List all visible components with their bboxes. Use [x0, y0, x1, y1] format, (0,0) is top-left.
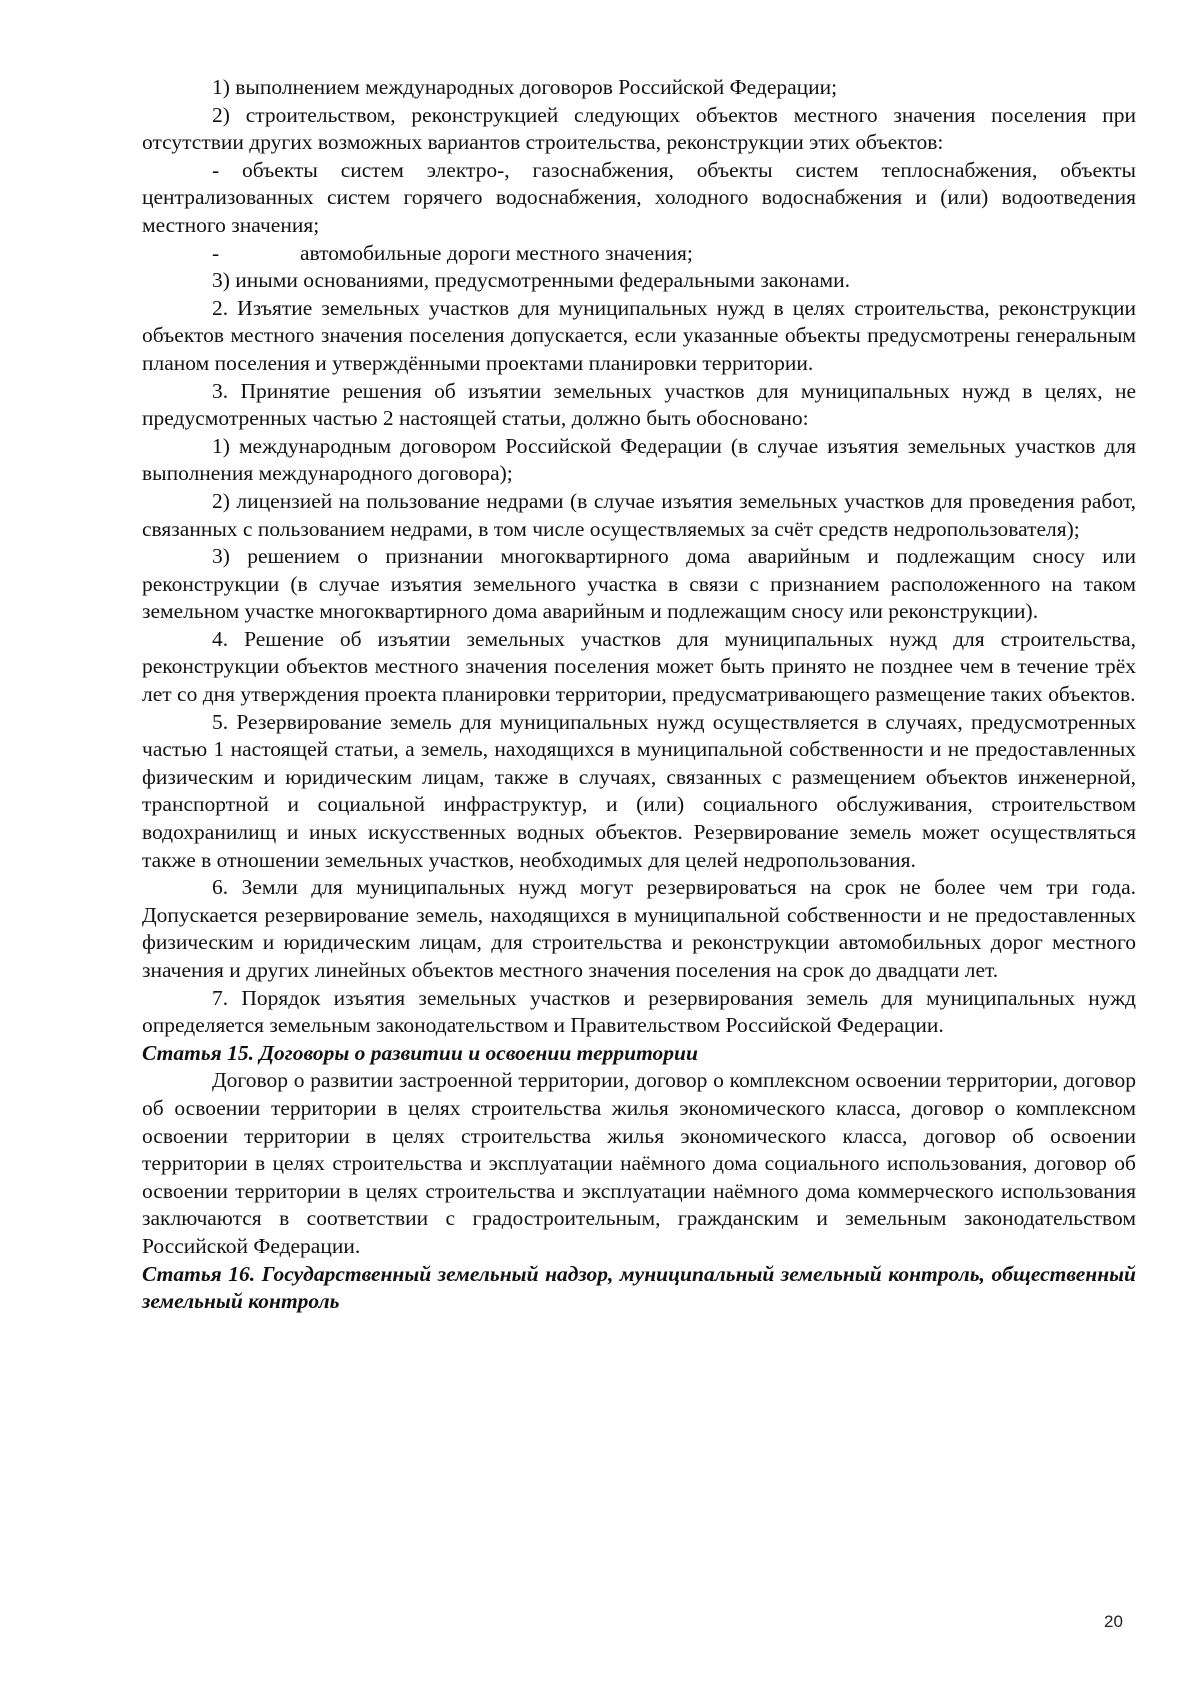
list-item: 2) лицензией на пользование недрами (в случае изъятия земельных участков для проведения работ, связанных с пользованием недрами, в том числе осуществляемых за счёт средств недропользователя);: [142, 488, 1136, 541]
article-15-heading: Статья 15. Договоры о развитии и освоении территории: [142, 1040, 698, 1065]
dash-marker: -: [212, 240, 220, 265]
list-item: 3) иными основаниями, предусмотренными федеральными законами.: [212, 268, 850, 293]
list-item: 3) решением о признании многоквартирного дома аварийным и подлежащим сносу или реконструкции (в случае изъятия земельного участка в связи с признанием расположенного на таком земельном участке многоквартирного дома аварийным и подлежащим сносу или реконструкции).: [142, 544, 1136, 624]
list-item: 1) международным договором Российской Федерации (в случае изъятия земельных участков для выполнения международного договора);: [142, 433, 1136, 486]
list-item: [142, 240, 1136, 268]
paragraph: 5. Резервирование земель для муниципальных нужд осуществляется в случаях, предусмотренных частью 1 настоящей статьи, а земель, находящихся в муниципальной собственности и не предоставленных физическим и юридическим лицам, также в случаях, связанных с размещением объектов инженерной, транспортной и социальной инфраструктур, и (или) социального обслуживания, строительством водохранилищ и иных искусственных водных объектов. Резервирование земель может осуществляться также в отношении земельных участков, необходимых для целей недропользования.: [142, 709, 1136, 872]
document-body: [142, 74, 1136, 1316]
list-item-text: автомобильные дороги местного значения;: [300, 240, 693, 265]
paragraph: 6. Земли для муниципальных нужд могут резервироваться на срок не более чем три года. Допускается резервирование земель, находящихся в муниципальной собственности и не предоставленных физическим и юридическим лицам, для строительства и реконструкции автомобильных дорог местного значения и других линейных объектов местного значения поселения на срок до двадцати лет.: [142, 875, 1136, 982]
paragraph: 7. Порядок изъятия земельных участков и резервирования земель для муниципальных нужд определяется земельным законодательством и Правительством Российской Федерации.: [142, 985, 1136, 1038]
paragraph: 4. Решение об изъятии земельных участков для муниципальных нужд для строительства, реконструкции объектов местного значения поселения может быть принято не позднее чем в течение трёх лет со дня утверждения проекта планировки территории, предусматривающего размещение таких объектов.: [142, 626, 1136, 707]
paragraph: 3. Принятие решения об изъятии земельных участков для муниципальных нужд в целях, не предусмотренных частью 2 настоящей статьи, должно быть обосновано:: [142, 378, 1136, 431]
list-item: 2) строительством, реконструкцией следующих объектов местного значения поселения при отсутствии других возможных вариантов строительства, реконструкции этих объектов:: [142, 102, 1136, 155]
article-16-heading: Статья 16. Государственный земельный надзор, муниципальный земельный контроль, общественный земельный контроль: [142, 1261, 1136, 1314]
list-item: - объекты систем электро-, газоснабжения, объекты систем теплоснабжения, объекты централизованных систем горячего водоснабжения, холодного водоснабжения и (или) водоотведения местного значения;: [142, 157, 1136, 237]
page-number: 20: [1104, 1612, 1123, 1631]
list-item: 1) выполнением международных договоров Российской Федерации;: [212, 75, 838, 99]
paragraph: 2. Изъятие земельных участков для муниципальных нужд в целях строительства, реконструкции объектов местного значения поселения допускается, если указанные объекты предусмотрены генеральным планом поселения и утверждёнными проектами планировки территории.: [142, 295, 1136, 375]
paragraph: Договор о развитии застроенной территории, договор о комплексном освоении территории, договор об освоении территории в целях строительства жилья экономического класса, договор о комплексном освоении территории в целях строительства жилья экономического класса, договор об освоении территории в целях строительства и эксплуатации наёмного дома социального использования, договор об освоении территории в целях строительства и эксплуатации наёмного дома коммерческого использования заключаются в соответствии с градостроительным, гражданским и земельным законодательством Российской Федерации.: [142, 1068, 1136, 1258]
